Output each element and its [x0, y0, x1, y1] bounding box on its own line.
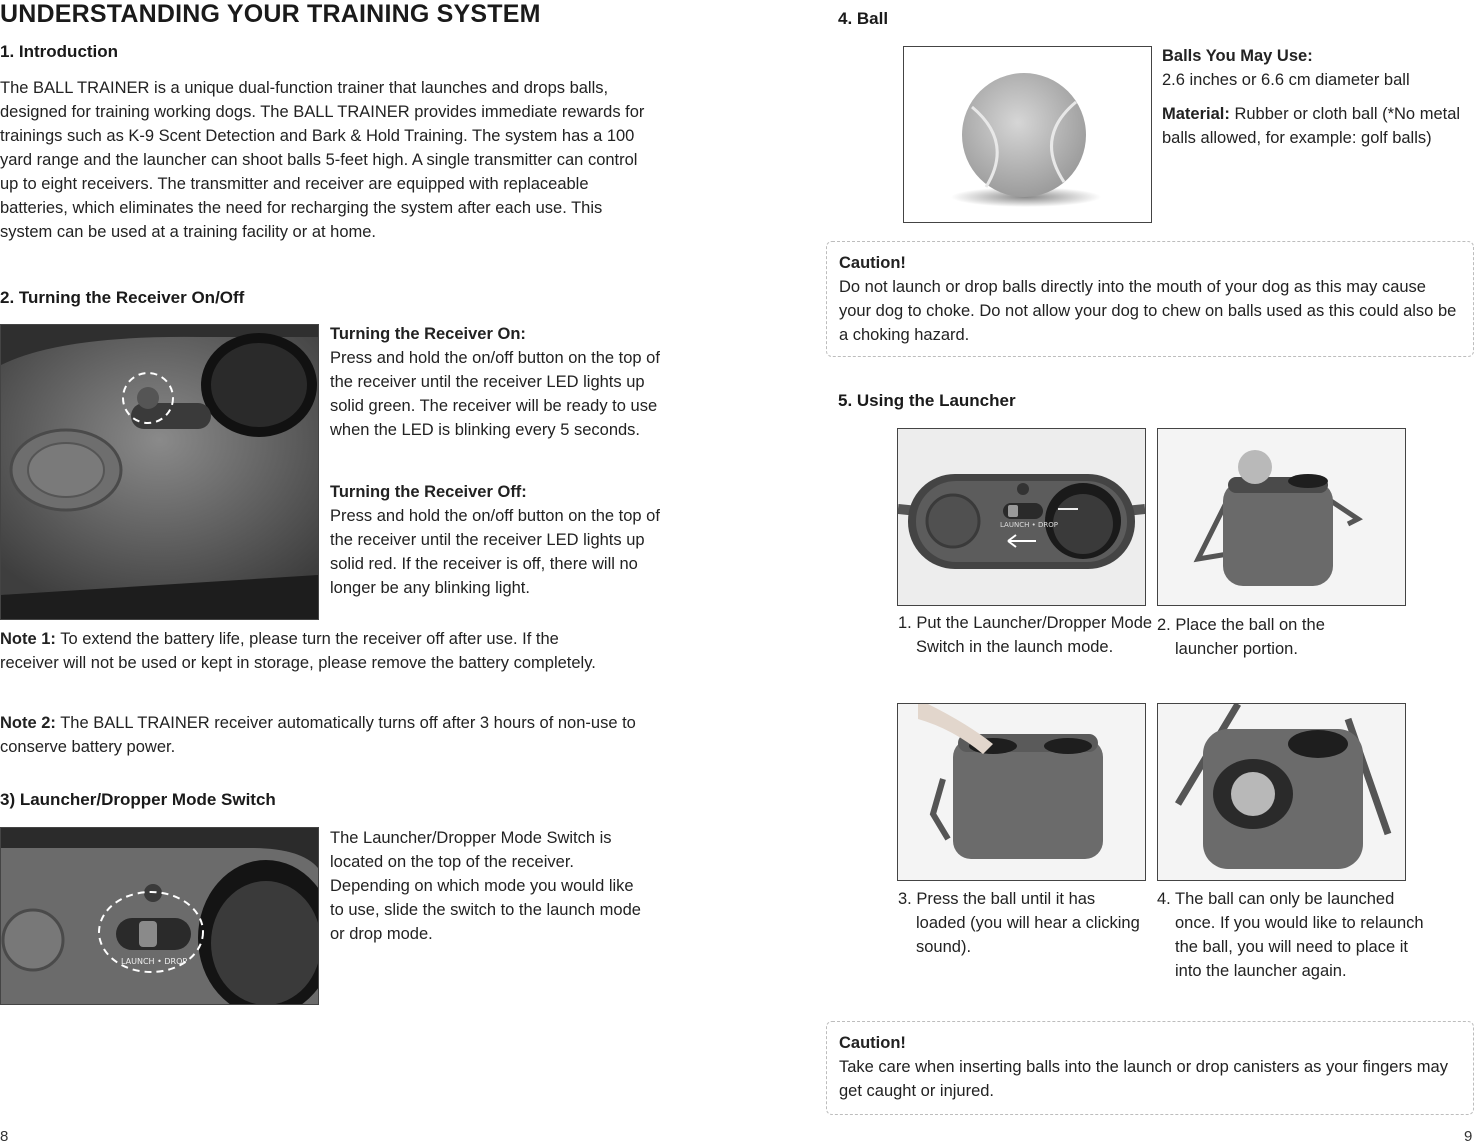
intro-heading: 1. Introduction	[0, 42, 119, 61]
receiver-on-block	[330, 322, 660, 442]
ball-use-title: Balls You May Use:	[1162, 47, 1313, 65]
note-1-text: To extend the battery life, please turn the receiver off after use. If the receiver will not be used or kept in storage, please remove the battery completely.	[0, 630, 596, 672]
tennis-ball-photo	[903, 46, 1152, 223]
note-1-label: Note 1:	[0, 630, 56, 648]
step-1-caption: 1. Put the Launcher/Dropper Mode Switch in the launch mode.	[898, 614, 1153, 656]
mode-switch-heading: 3) Launcher/Dropper Mode Switch	[0, 790, 276, 809]
ball-heading: 4. Ball	[838, 9, 889, 28]
step-4-photo	[1157, 703, 1406, 881]
mode-switch-photo	[0, 827, 319, 1005]
mode-switch-photo-label: LAUNCH • DROP	[121, 957, 188, 966]
note-2-text: The BALL TRAINER receiver automatically turns off after 3 hours of non-use to conserve battery power.	[0, 714, 636, 756]
ball-material-label: Material:	[1162, 105, 1230, 123]
ball-material-text: Rubber or cloth ball (*No metal balls allowed, for example: golf balls)	[1162, 105, 1461, 147]
ball-info	[1162, 44, 1476, 150]
mode-switch-text: The Launcher/Dropper Mode Switch is located on the top of the receiver. Depending on which mode you would like to use, slide the switch to the launch mode or drop mode.	[330, 829, 641, 943]
page-number-right: 9	[1464, 1128, 1473, 1145]
ball-material	[1162, 102, 1476, 150]
receiver-power-button-photo	[0, 324, 319, 620]
note-2-label: Note 2:	[0, 714, 56, 732]
step-2-photo	[1157, 428, 1406, 606]
caution-2-title: Caution!	[839, 1034, 906, 1052]
step-3-photo	[897, 703, 1146, 881]
receiver-on-text: Press and hold the on/off button on the top of the receiver until the receiver LED lights up solid green. The receiver will be ready to use when the LED is blinking every 5 seconds.	[330, 349, 660, 439]
caution-1-title: Caution!	[839, 254, 906, 272]
ball-use-text: 2.6 inches or 6.6 cm diameter ball	[1162, 71, 1410, 89]
caution-box-fingers	[826, 1021, 1474, 1115]
note-2	[0, 711, 640, 759]
step-2-caption: 2. Place the ball on the launcher portion.	[1157, 616, 1325, 658]
step-3-caption: 3. Press the ball until it has loaded (you will hear a clicking sound).	[898, 890, 1140, 956]
caution-1-text: Do not launch or drop balls directly into the mouth of your dog as this may cause your dog to choke. Do not allow your dog to chew on balls used as this could also be a choking hazard.	[839, 278, 1457, 344]
caution-box-choking	[826, 241, 1474, 357]
page-title: UNDERSTANDING YOUR TRAINING SYSTEM	[0, 0, 541, 28]
intro-text: The BALL TRAINER is a unique dual-function trainer that launches and drops balls, designed for training working dogs. The BALL TRAINER provides immediate rewards for trainings such as K-9 Scent Detection and Bark & Hold Training. The system has a 100 yard range and the launcher can shoot balls 5-feet high. A single transmitter can control up to eight receivers. The transmitter and receiver are equipped with replaceable batteries, which eliminates the need for recharging the system after each use. This system can be used at a training facility or at home.	[0, 79, 645, 241]
receiver-off-block	[330, 480, 660, 600]
launcher-heading: 5. Using the Launcher	[838, 391, 1016, 410]
page-number-left: 8	[0, 1128, 9, 1145]
step-1-photo-label: LAUNCH • DROP	[1000, 521, 1058, 529]
step-1-photo	[897, 428, 1146, 606]
receiver-off-text: Press and hold the on/off button on the top of the receiver until the receiver LED lights up solid red. If the receiver is off, there will no longer be any blinking light.	[330, 507, 660, 597]
step-4-caption: 4. The ball can only be launched once. If you would like to relaunch the ball, you will need to place it into the launcher again.	[1157, 890, 1424, 980]
receiver-heading: 2. Turning the Receiver On/Off	[0, 288, 245, 307]
receiver-on-title: Turning the Receiver On:	[330, 325, 526, 343]
caution-2-text: Take care when inserting balls into the launch or drop canisters as your fingers may get caught or injured.	[839, 1058, 1448, 1100]
note-1	[0, 627, 620, 675]
receiver-off-title: Turning the Receiver Off:	[330, 483, 527, 501]
